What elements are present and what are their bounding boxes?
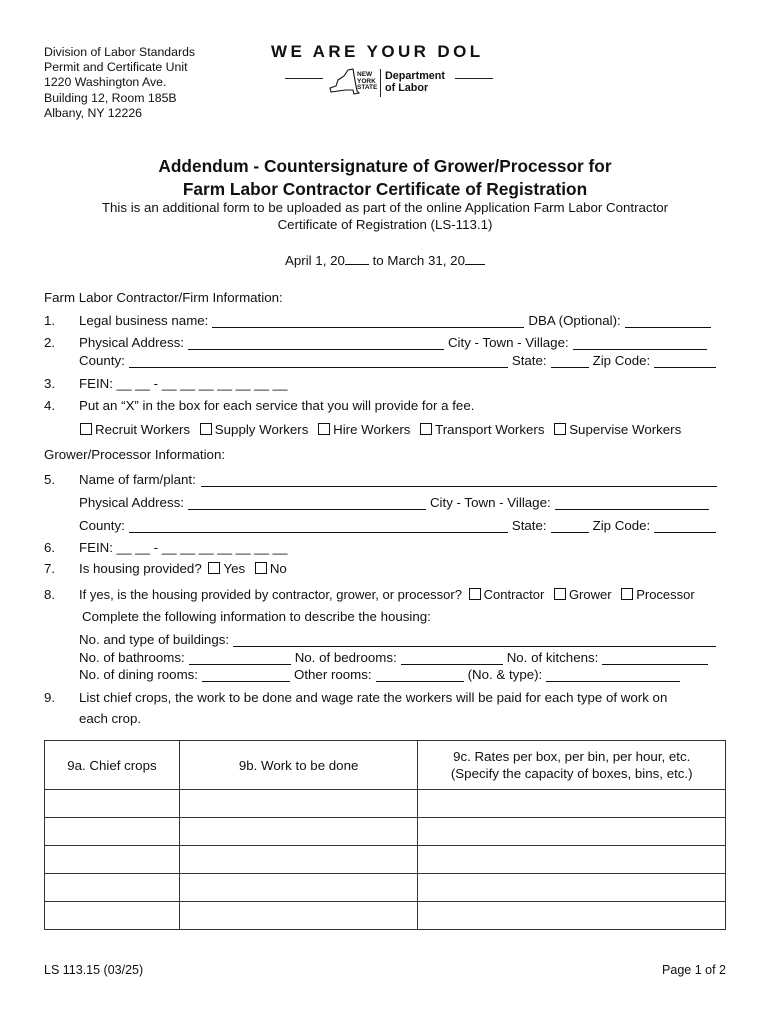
address-line: 1220 Washington Ave. xyxy=(44,75,167,90)
crops-instructions-line1: List chief crops, the work to be done and wage rate the workers will be paid for each type of work on xyxy=(79,690,668,705)
farm-name-row xyxy=(79,472,717,487)
farm-name-label: Name of farm/plant: xyxy=(79,472,196,487)
address-line: Permit and Certificate Unit xyxy=(44,60,188,75)
rooms-row-2 xyxy=(79,667,680,682)
zip-label: Zip Code: xyxy=(592,518,651,533)
state-field[interactable] xyxy=(551,354,589,368)
no-type-label: (No. & type): xyxy=(467,667,543,682)
form-id: LS 113.15 (03/25) xyxy=(44,963,144,977)
form-subtitle-line2: Certificate of Registration (LS-113.1) xyxy=(277,217,493,232)
item-number: 2. xyxy=(44,335,56,350)
item-number: 7. xyxy=(44,561,56,576)
logo-state-text xyxy=(357,72,377,92)
chief-crop-cell[interactable] xyxy=(45,846,180,874)
work-cell[interactable] xyxy=(179,874,418,902)
no-label: No xyxy=(269,561,287,576)
logo-divider xyxy=(380,69,381,97)
logo-department xyxy=(385,71,445,94)
logo-state-line: YORK xyxy=(357,77,376,85)
chief-crop-cell[interactable] xyxy=(45,790,180,818)
grower-fein-field[interactable]: FEIN: __ __ - __ __ __ __ __ __ __ xyxy=(79,540,288,555)
work-to-be-done-header: 9b. Work to be done xyxy=(179,741,418,790)
grower-physical-address-field[interactable] xyxy=(188,496,426,510)
city-field[interactable] xyxy=(573,336,707,350)
logo-rule-right xyxy=(455,78,493,79)
bathrooms-field[interactable] xyxy=(189,651,291,665)
period-start-label: April 1, 20 xyxy=(285,253,345,268)
item-number: 9. xyxy=(44,690,56,705)
rates-header-line: 9c. Rates per box, per bin, per hour, etc. xyxy=(453,749,691,764)
item-number: 6. xyxy=(44,540,56,555)
item-number: 4. xyxy=(44,398,56,413)
yes-label: Yes xyxy=(223,561,246,576)
grower-checkbox[interactable] xyxy=(554,588,566,600)
table-row xyxy=(45,846,726,874)
bedrooms-label: No. of bedrooms: xyxy=(294,650,397,665)
farm-name-field[interactable] xyxy=(201,473,717,487)
dining-rooms-label: No. of dining rooms: xyxy=(79,667,198,682)
item-number: 3. xyxy=(44,376,56,391)
period-end-label: to March 31, 20 xyxy=(368,253,465,268)
flc-fein-field[interactable]: FEIN: __ __ - __ __ __ __ __ __ __ xyxy=(79,376,288,391)
work-cell[interactable] xyxy=(179,846,418,874)
other-rooms-field[interactable] xyxy=(376,668,464,682)
slogan: WE ARE YOUR DOL xyxy=(271,42,484,61)
state-label: State: xyxy=(511,353,547,368)
dba-field[interactable] xyxy=(625,314,711,328)
rate-cell[interactable] xyxy=(418,874,726,902)
grower-state-field[interactable] xyxy=(551,519,589,533)
processor-checkbox[interactable] xyxy=(621,588,633,600)
supervise-workers-checkbox[interactable] xyxy=(554,423,566,435)
logo-dept-line: Department xyxy=(385,70,445,82)
logo-state-line: STATE xyxy=(357,84,378,92)
period-end-year-field[interactable] xyxy=(465,251,485,265)
legal-name-field[interactable] xyxy=(212,314,524,328)
item-number: 5. xyxy=(44,472,56,487)
physical-address-label: Physical Address: xyxy=(79,335,184,350)
grower-county-row xyxy=(79,518,716,533)
flc-address-row xyxy=(79,335,707,350)
flc-county-row xyxy=(79,353,716,368)
grower-city-field[interactable] xyxy=(555,496,709,510)
provider-label: Processor xyxy=(636,587,695,602)
address-line: Albany, NY 12226 xyxy=(44,105,142,120)
provider-label: Contractor xyxy=(483,587,545,602)
form-title-line1: Addendum - Countersignature of Grower/Processor for xyxy=(158,156,612,176)
work-cell[interactable] xyxy=(179,818,418,846)
dining-rooms-field[interactable] xyxy=(202,668,290,682)
kitchens-label: No. of kitchens: xyxy=(506,650,599,665)
logo-state-line: NEW xyxy=(357,71,373,78)
logo-rule-left xyxy=(285,78,323,79)
bathrooms-label: No. of bathrooms: xyxy=(79,650,185,665)
housing-question-row xyxy=(79,561,287,576)
service-label: Hire Workers xyxy=(333,422,411,437)
rooms-row-1 xyxy=(79,650,708,665)
recruit-workers-checkbox[interactable] xyxy=(80,423,92,435)
rates-header xyxy=(418,741,726,790)
housing-question: Is housing provided? xyxy=(79,561,202,576)
form-title-line2: Farm Labor Contractor Certificate of Registration xyxy=(182,179,588,199)
flc-section-heading: Farm Labor Contractor/Firm Information: xyxy=(44,290,283,305)
table-row xyxy=(45,874,726,902)
supply-workers-checkbox[interactable] xyxy=(200,423,212,435)
crops-instructions-line2: each crop. xyxy=(79,711,142,726)
page-number: Page 1 of 2 xyxy=(662,963,726,977)
chief-crop-cell[interactable] xyxy=(45,818,180,846)
work-cell[interactable] xyxy=(179,902,418,930)
services-prompt: Put an “X” in the box for each service that you will provide for a fee. xyxy=(79,398,475,413)
transport-workers-checkbox[interactable] xyxy=(420,423,432,435)
rate-cell[interactable] xyxy=(418,790,726,818)
crops-table xyxy=(44,740,726,930)
form-subtitle-line1: This is an additional form to be uploaded as part of the online Application Farm Labor Contractor xyxy=(101,200,669,215)
services-checkbox-group xyxy=(80,422,681,437)
zip-field[interactable] xyxy=(654,354,716,368)
table-header-row xyxy=(45,741,726,790)
provider-label: Grower xyxy=(568,587,612,602)
dba-label: DBA (Optional): xyxy=(528,313,621,328)
rates-header-line: (Specify the capacity of boxes, bins, etc.) xyxy=(450,766,693,781)
chief-crops-header: 9a. Chief crops xyxy=(45,741,180,790)
zip-label: Zip Code: xyxy=(592,353,651,368)
bedrooms-field[interactable] xyxy=(401,651,503,665)
legal-name-label: Legal business name: xyxy=(79,313,209,328)
grower-section-heading: Grower/Processor Information: xyxy=(44,447,226,462)
chief-crop-cell[interactable] xyxy=(45,902,180,930)
physical-address-label: Physical Address: xyxy=(79,495,184,510)
hire-workers-checkbox[interactable] xyxy=(318,423,330,435)
agency-address xyxy=(44,45,195,121)
kitchens-field[interactable] xyxy=(602,651,708,665)
buildings-row xyxy=(79,632,716,647)
rate-cell[interactable] xyxy=(418,818,726,846)
chief-crop-cell[interactable] xyxy=(45,874,180,902)
table-row xyxy=(45,902,726,930)
item-number: 8. xyxy=(44,587,56,602)
housing-instructions: Complete the following information to describe the housing: xyxy=(82,609,431,624)
rate-cell[interactable] xyxy=(418,846,726,874)
county-field[interactable] xyxy=(129,354,508,368)
other-rooms-label: Other rooms: xyxy=(294,667,372,682)
city-label: City - Town - Village: xyxy=(447,335,569,350)
ny-state-map-icon xyxy=(326,66,360,98)
logo-dept-line: of Labor xyxy=(385,81,429,94)
state-label: State: xyxy=(511,518,547,533)
item-number: 1. xyxy=(44,313,56,328)
buildings-label: No. and type of buildings: xyxy=(79,632,230,647)
physical-address-field[interactable] xyxy=(188,336,444,350)
rate-cell[interactable] xyxy=(418,902,726,930)
table-row xyxy=(45,818,726,846)
housing-provider-row xyxy=(79,587,695,602)
no-type-field[interactable] xyxy=(546,668,680,682)
service-label: Supervise Workers xyxy=(569,422,682,437)
registration-period xyxy=(0,251,770,268)
service-label: Transport Workers xyxy=(435,422,545,437)
housing-provider-question: If yes, is the housing provided by contractor, grower, or processor? xyxy=(79,587,462,602)
city-label: City - Town - Village: xyxy=(429,495,551,510)
contractor-checkbox[interactable] xyxy=(469,588,481,600)
grower-county-field[interactable] xyxy=(129,519,508,533)
buildings-field[interactable] xyxy=(233,633,716,647)
period-start-year-field[interactable] xyxy=(345,251,369,265)
address-line: Building 12, Room 185B xyxy=(44,90,177,105)
housing-no-checkbox[interactable] xyxy=(255,562,267,574)
service-label: Supply Workers xyxy=(214,422,309,437)
grower-zip-field[interactable] xyxy=(654,519,716,533)
housing-yes-checkbox[interactable] xyxy=(208,562,220,574)
county-label: County: xyxy=(79,518,125,533)
grower-address-row xyxy=(79,495,709,510)
service-label: Recruit Workers xyxy=(95,422,191,437)
work-cell[interactable] xyxy=(179,790,418,818)
table-row xyxy=(45,790,726,818)
legal-name-row xyxy=(79,313,711,328)
county-label: County: xyxy=(79,353,125,368)
address-line: Division of Labor Standards xyxy=(44,45,196,59)
